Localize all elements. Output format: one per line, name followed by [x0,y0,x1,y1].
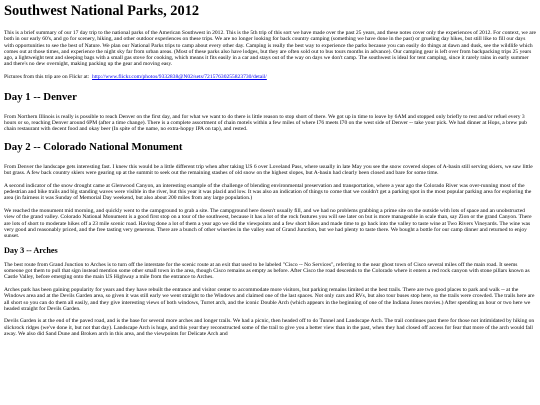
pictures-line [4,74,536,80]
day2-paragraph-2: A second indicator of the snow drought came at Glenwood Canyon, an interesting example of the challenge of blending environmental preservation and transportation, where a year ago the Colorado River was over-running most of the pedestrian and bike trails and big standing waves were visible in the river, but this year it was placid and low. It was also an indication of things to come that we couldn't get a parking spot in the most popular parking area for exploring the area (in fairness it was Sunday of Memorial Day weekend, but also about 200 miles from any large population.) [4,182,532,202]
day3-paragraph-3: Devils Garden is at the end of the paved road, and is the base for several more arches and longer trails. We had a picnic, then headed off to do Tunnel and Landscape Arch. The trail continues past there for those not intimidated by hiking on slickrock ridges (we've done it, but not that day). Landscape Arch is huge, and this year they reconstructed some of the trail to give you a better view than in the past, when they had closed off access for fear that more of the arch would fall away. We also did Sand Dune and Broken arch in this area, and the viewpoints for Delicate Arch and [4,318,535,337]
day3-paragraph-1: The best route from Grand Junction to Arches is to turn off the interstate for the scenic route at an exit that used to be labeled "Cisco -- No Services", referring to the near ghost town of Cisco several miles off the main road. It seems someone got them to pull that sign instead mention some other small town in the area, though Cisco remains as empty as before. After Cisco the road descends to the Colorado where it enters a red rock canyon with stone pillars known as Castle Valley, before emerging onto the main US Highway a mile from the entrance to Arches. [4,261,530,281]
day1-heading: Day 1 -- Denver [4,90,77,103]
day1-paragraph: From Northern Illinois is really is possible to reach Denver on the first day, and for what we want to do there is little reason to stop short of there. We got up in time to leave by 6AM and stopped only briefly to rest and/or refuel every 3 hours or so, reaching Denver around 6PM (after a time change). There is a complete assortment of chain motels within a few miles of where I76 meets I70 on the west side of Denver -- take your pick. We had dinner at Hops, a brew pub chain restaurant with decent food and okay beer (In spite of the name, no extra-hoppy IPA on tap), and rested. [4,113,527,133]
pictures-prefix: Pictures from this trip are on Flickr at: [4,74,90,81]
day2-heading: Day 2 -- Colorado National Monument [4,140,183,153]
day2-paragraph-1: From Denver the landscape gets interesting fast. I knew this would be a little different trip when after taking US 6 over Loveland Pass, where usually in late May you see the snow covered slopes of A-basin still serving skiers, we saw little but grass. A few back country skiers were gearing up at the summit to seek out the remaining stashes of old snow on the highest slopes, but A-basin had clearly been closed and bare for some time. [4,163,533,177]
day3-heading: Day 3 -- Arches [4,245,58,255]
day3-paragraph-2: Arches park has been gaining popularity for years and they have rebuilt the entrance and visitor center to accommodate more visitors, but parking remains limited at the best trails. There are two good places to park and walk -- at the Windows area and at the Devils Garden area, so given it was still early we went straight to the Windows and claimed one of the last spaces. Not only cars and RVs, but also tour buses stop here, so the trails were crowded. The trails here are all short so you can do them all easily, and they give interesting views of both windows, Turret arch, and the iconic Double Arch (which appears in the beginning of one of the Indiana Jones movies.) After spending an hour or two here we headed straight for Devils Garden. [4,286,535,312]
intro-paragraph: This is a brief summary of our 17 day trip to the national parks of the American Southwest in 2012. This is the 5th trip of this sort we have made over the past 25 years, and these notes cover only the experiences of 2012. For context, we are both in our early 60's, and go for scenery, hiking, and other outdoor experiences on these trips. We are no longer looking for back country camping (something we have done in the past) or grueling day hikes, but still like to fill our days with opportunities to see the best of Nature. We plan our National Parks trips to camp about every other day. Camping is really the best way to experience the parks because you can easily do things at dawn and dusk, see the wildlife which comes out at those times, and experience the night sky far from urban areas. (Most of these parks also have lodges, but they are often sold out to bus tours months in advance). Our camping gear is left over from backpacking trips 25 years ago, a lightweight tent and sleeping bags with a small gas stove for cooking, which means it fits easily in a car and stays out of the way on days we don't camp. The southwest is ideal for tent camping, since it rarely rains in early summer and there's no dew overnight, making packing up the gear and moving easy. [4,30,536,68]
page-title: Southwest National Parks, 2012 [4,3,200,19]
flickr-link[interactable]: http://www.flickr.com/photos/9332838@N02/sets/72157630255823730/detail/ [91,74,267,81]
day2-paragraph-3: We reached the monument mid morning, and quickly went to the campground to grab a site. The campground here doesn't usually fill, and we had no problems grabbing a prime site on the outside with lots of space and an unobstructed view of the grand valley. Colorado National Monument is a good first stop on a tour of the southwest, because it has a lot of the rock features you will see later on but is more manageable in scale than, say Zion or the grand Canyon. There are lots of short to moderate hikes off a 23 mile scenic road. Having done a lot of them a year ago we did the viewpoints and a few short hikes and made time to go back into the valley to taste wine at Two Rivers Vineyards. The wine was very good and reasonably priced, and the free tasting very generous. There are a bunch of other wineries in the valley east of Grand Junction, but we had plenty to taste there. We bought a bottle for our camp dinner and returned to enjoy sunset. [4,207,532,240]
